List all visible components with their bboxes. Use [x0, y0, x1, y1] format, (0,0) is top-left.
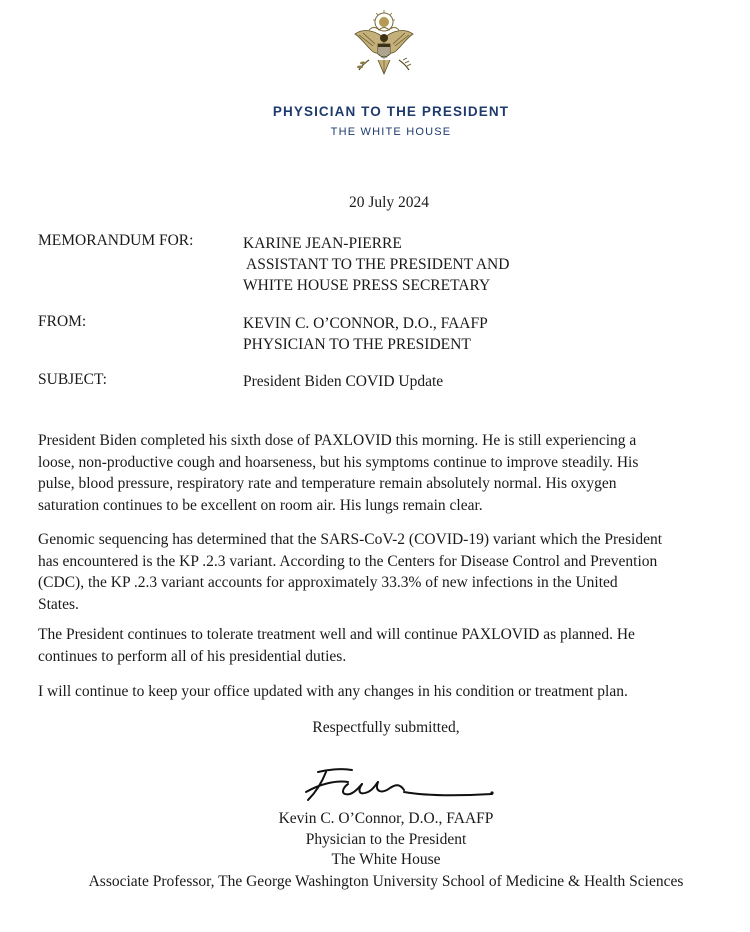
from-label: FROM: [38, 313, 87, 330]
body-line: has encountered is the KP .2.3 variant. According to the Centers for Disease Control and Prevention [38, 552, 658, 570]
signer-affiliation: Associate Professor, The George Washington University School of Medicine & Health Sciences [88, 873, 684, 890]
body-paragraph-4 [38, 681, 738, 703]
body-line: President Biden completed his sixth dose of PAXLOVID this morning. He is still experiencing a [38, 432, 637, 449]
presidential-seal-icon [347, 8, 421, 86]
office-title: PHYSICIAN TO THE PRESIDENT [272, 104, 510, 119]
body-line: The President continues to tolerate treatment well and will continue PAXLOVID as planned. He [38, 626, 635, 643]
body-line: pulse, blood pressure, respiratory rate and temperature remain absolutely normal. His oxygen [38, 475, 617, 492]
signer-office: The White House [331, 851, 441, 868]
body-paragraph-3 [38, 624, 738, 667]
signer-title: Physician to the President [305, 830, 467, 848]
memorandum-line: ASSISTANT TO THE PRESIDENT AND [246, 256, 510, 273]
body-line: saturation continues to be excellent on room air. His lungs remain clear. [38, 496, 483, 514]
handwritten-signature [296, 762, 496, 808]
body-paragraph-2 [38, 529, 738, 615]
body-line: loose, non-productive cough and hoarseness, but his symptoms continue to improve steadily. His [38, 453, 639, 471]
body-paragraph-1 [38, 430, 738, 516]
body-line: I will continue to keep your office updated with any changes in his condition or treatment plan. [38, 683, 628, 700]
office-subtitle: THE WHITE HOUSE [330, 126, 452, 138]
memorandum-line: WHITE HOUSE PRESS SECRETARY [243, 277, 491, 294]
memo-date: 20 July 2024 [348, 194, 430, 211]
signature-block [0, 809, 750, 871]
closing-salutation: Respectfully submitted, [312, 719, 460, 736]
from-line: PHYSICIAN TO THE PRESIDENT [243, 336, 471, 353]
signer-name: Kevin C. O’Connor, D.O., FAAFP [278, 810, 494, 827]
memorandum-recipient [243, 233, 509, 296]
subject-value: President Biden COVID Update [243, 373, 444, 390]
from-line: KEVIN C. O’CONNOR, D.O., FAAFP [243, 315, 488, 332]
body-line: continues to perform all of his presidential duties. [38, 647, 347, 665]
body-line: States. [38, 595, 79, 613]
memorandum-label: MEMORANDUM FOR: [38, 232, 194, 249]
subject-label: SUBJECT: [38, 371, 107, 388]
body-line: Genomic sequencing has determined that the SARS-CoV-2 (COVID-19) variant which the President [38, 531, 663, 548]
body-line: (CDC), the KP .2.3 variant accounts for approximately 33.3% of new infections in the United [38, 574, 618, 591]
from-sender [243, 313, 488, 355]
memorandum-line: KARINE JEAN-PIERRE [243, 235, 402, 252]
